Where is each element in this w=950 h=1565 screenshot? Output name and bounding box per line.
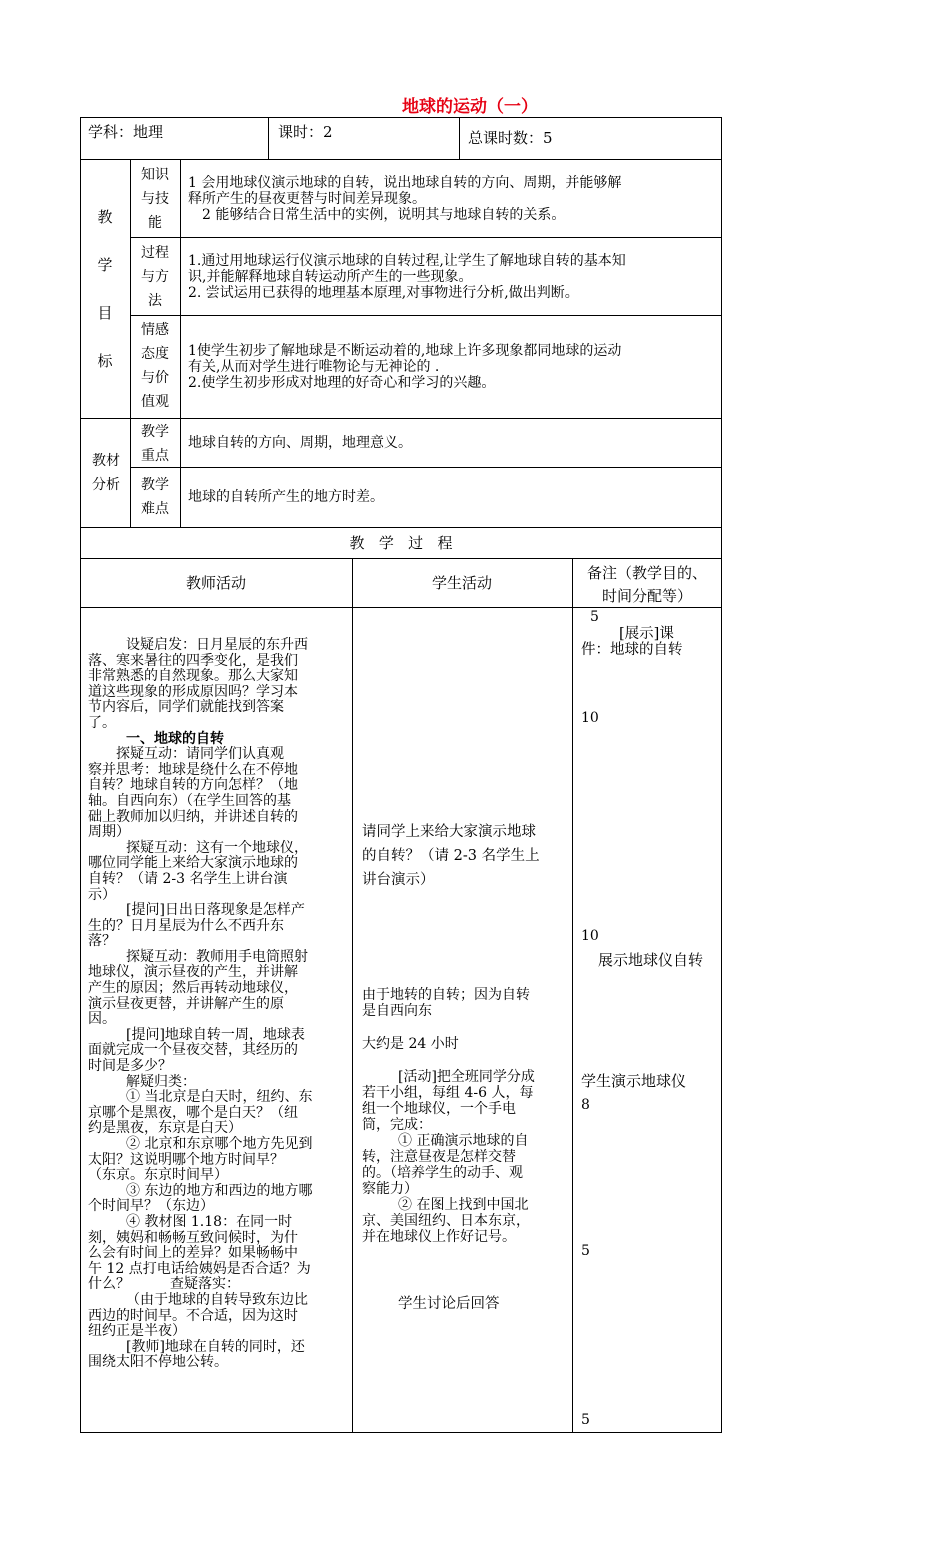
emotion-label: 情感 态度 与价 值观 — [141, 322, 169, 410]
note-text: 学生演示地球仪 — [581, 1072, 687, 1090]
rule — [130, 467, 722, 468]
difficulty-label: 教学 难点 — [141, 477, 169, 517]
note-column-header: 备注（教学目的、 时间分配等） — [586, 564, 707, 605]
note-time: 5 — [581, 1243, 590, 1259]
lessons-cell: 课时：2 — [278, 123, 333, 141]
subject-cell: 学科：地理 — [88, 123, 164, 141]
rule — [80, 418, 722, 419]
teacher-activity: 设疑启发：日月星辰的东升西 落、寒来暑往的四季变化，是我们 非常熟悉的自然现象。那么大家知 道这些现象的形成原因吗？学习本 节内容后，同学们就能找到答案 了。 一、地球的自转 探疑互动：请同学们认真观 察并思考：地球是绕什么在不停地 自转？地球自转的方向怎样？（地 轴。自西向东）（在学生回答的基 础上教师加以归纳，并讲述自转的 周期） 探疑互动：这有一个地球仪， 哪位同学能上来给大家演示地球的 自转？（请 2-3 名学生上讲台演 示） [提问]日出日落现象是怎样产 生的？日月星辰为什么不西升东 落？ 探疑互动：教师用手电筒照射 地球仪，演示昼夜的产生，并讲解 产生的原因；然后再转动地球仪， 演示昼夜更替，并讲解产生的原 因。 [提问]地球自转一周，地球表 面就完成一个昼夜交替，其经历的 时间是多少？ 解疑归类： ① 当北京是白天时，纽约、东 京哪个是黑夜，哪个是白天？（纽 约是黑夜，东京是白天） ② 北京和东京哪个地方先见到 太阳？这说明哪个地方时间早？ （东京。东京时间早） ③ 东边的地方和西边的地方哪 个时间早？（东边） ④ 教材图 1.18：在同一时 刻，姨妈和畅畅互致问候时，为什 么会有时间上的差异？如果畅畅中 午 12 点打电话给姨妈是否合适？为 什么？ 查疑落实： （由于地球的自转导致东边比 西边的时间早。不合适，因为这时 纽约正是半夜） [教师]地球在自转的同时，还 围绕太阳不停地公转。 — [88, 638, 348, 1371]
total-lessons-cell: 总课时数：5 — [468, 129, 553, 147]
student-answer-rotation: 由于地转的自转；因为自转 是自西向东 — [362, 987, 530, 1019]
rule — [130, 237, 722, 238]
note-text: 展示地球仪自转 — [598, 951, 704, 969]
page-title: 地球的运动（一） — [402, 97, 538, 117]
emotion-text: 1使学生初步了解地球是不断运动着的,地球上许多现象都同地球的运动 有关,从而对学生进行唯物论与无神论的 . 2.使学生初步形成对地理的好奇心和学习的兴趣。 — [188, 343, 622, 391]
student-demo: 请同学上来给大家演示地球 的自转？（请 2-3 名学生上 讲台演示） — [362, 824, 540, 888]
student-answer-period: 大约是 24 小时 — [362, 1036, 459, 1052]
note-time: 8 — [581, 1097, 590, 1113]
knowledge-text: 1 会用地球仪演示地球的自转，说出地球自转的方向、周期，并能够解 释所产生的昼夜更替与时间差异现象。 2 能够结合日常生活中的实例，说明其与地球自转的关系。 — [188, 175, 622, 223]
rule — [352, 558, 353, 1433]
rule — [130, 159, 131, 527]
key-point-label: 教学 重点 — [141, 424, 169, 464]
section-heading: 一、地球的自转 — [126, 730, 224, 747]
knowledge-label: 知识 与技 能 — [141, 167, 169, 231]
rule — [130, 315, 722, 316]
note-time: 5 — [590, 609, 599, 625]
student-group-activity: [活动]把全班同学分成 若干小组，每组 4-6 人，每 组一个地球仪，一个手电 筒，完成： ① 正确演示地球的自 转，注意昼夜是怎样交替 的。（培养学生的动手、观 察能力） ② 在图上找到中国北 京、美国纽约、日本东京， 并在地球仪上作好记号。 — [362, 1069, 535, 1245]
process-heading: 教 学 过 程 — [349, 534, 453, 552]
student-discuss: 学生讨论后回答 — [398, 1296, 500, 1312]
note-time: 10 — [581, 928, 599, 944]
rule — [459, 117, 460, 159]
key-point-text: 地球自转的方向、周期，地理意义。 — [188, 435, 412, 451]
objectives-label: 教 学 目 标 — [97, 208, 113, 370]
process-text: 1.通过用地球运行仪演示地球的自转过程,让学生了解地球自转的基本知 识,并能解释地球自转运动所产生的一些现象。 2. 尝试运用已获得的地理基本原理,对事物进行分析,做出判断。 — [188, 253, 626, 301]
rule — [80, 558, 722, 559]
rule — [180, 159, 181, 527]
rule — [80, 159, 722, 160]
rule — [80, 527, 722, 528]
note-text: [展示]课 件：地球的自转 — [581, 626, 683, 658]
difficulty-text: 地球的自转所产生的地方时差。 — [188, 489, 384, 505]
teacher-column-header: 教师活动 — [185, 574, 246, 592]
analysis-label: 教材 分析 — [92, 453, 120, 493]
rule — [268, 117, 269, 159]
process-label: 过程 与方 法 — [141, 245, 169, 309]
student-column-header: 学生活动 — [431, 574, 492, 592]
note-time: 10 — [581, 710, 599, 726]
note-time: 5 — [581, 1412, 590, 1428]
rule — [572, 558, 573, 1433]
